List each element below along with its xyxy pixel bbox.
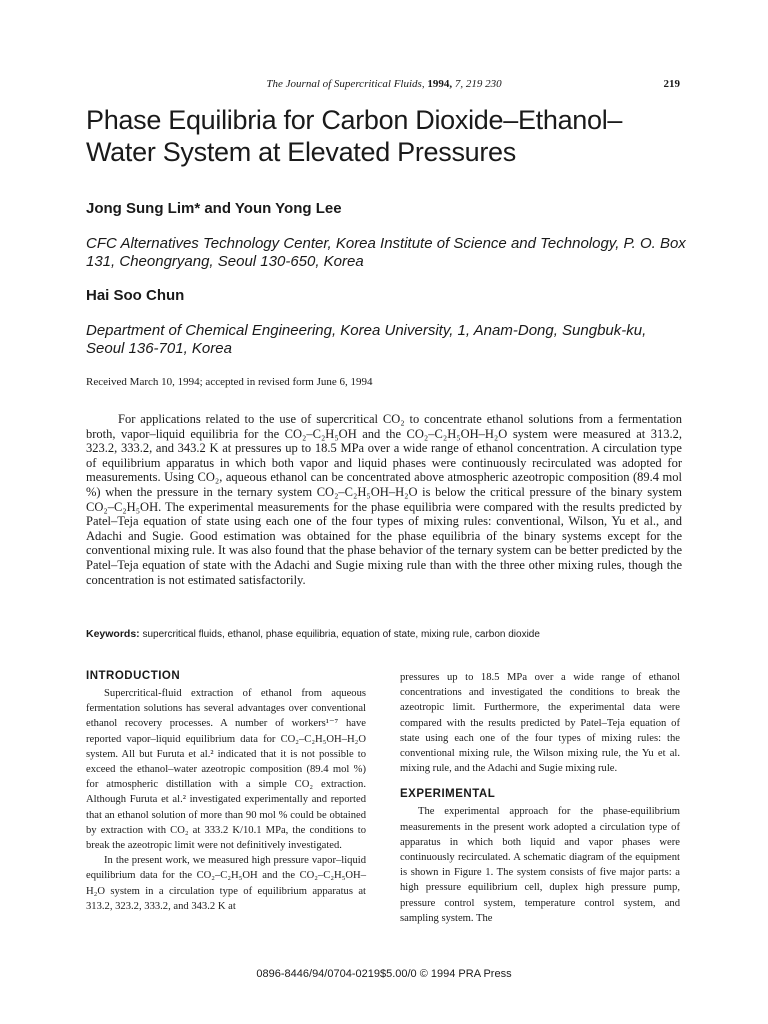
introduction-paragraph-1: Supercritical-fluid extraction of ethanol from aqueous fermentation solutions has several advantages over conventional ethanol recovery processes. A number of workers¹⁻⁷ have reported vapor–liquid equilibrium data for CO₂–C₂H₅OH–H₂O system. All but Furuta et al.² indicated that it is not possible to exceed the ethanol–water azeotropic composition (89.4 mol %) for atmospheric distillation with a simple CO₂ extraction. Although Furuta et al.² investigated experimentally and reported that an ethanol solution of more than 90 mol % could be obtained by extraction with CO₂ at 333.2 K/10.1 MPa, the conditions to break the azeotropic limit were not definitively investigated.	[86, 688, 366, 852]
keywords	[86, 628, 686, 640]
introduction-heading: INTRODUCTION	[86, 670, 181, 682]
section-gap	[400, 776, 680, 786]
journal-volume-pages: 7, 219 230	[454, 78, 502, 90]
journal-citation	[0, 78, 768, 90]
page-number: 219	[663, 78, 680, 90]
abstract: For applications related to the use of supercritical CO₂ to concentrate ethanol solutions from a fermentation broth, vapor–liquid equilibria for the CO₂–C₂H₅OH and the CO₂–C₂H₅OH–H₂O system were measured at 313.2, 323.2, 333.2, and 343.2 K at pressures up to 18.5 MPa over a wide range of ethanol concentration. A circulation type of equilibrium apparatus in which both vapor and liquid phases were continuously recirculated was adopted for measurements. Using CO₂, aqueous ethanol can be concentrated above atmospheric azeotropic composition (89.4 mol %) when the pressure in the ternary system CO₂–C₂H₅OH–H₂O is below the critical pressure of the binary system CO₂–C₂H₅OH. The experimental measurements for the phase equilibria were compared with the results predicted by Patel–Teja equation of state using each one of the four types of mixing rules: conventional, Wilson, Yu et al., and Adachi and Sugie. Good estimation was obtained for the phase equilibria of the binary systems except for the conventional mixing rule. It was also found that the phase behavior of the ternary system can be better predicted by the Patel–Teja equation of state with the Adachi and Sugie mixing rule than with the three other mixing rules, though the concentration is not estimated satisfactorily.	[86, 412, 682, 587]
journal-year: 1994,	[427, 78, 453, 90]
article-title: Phase Equilibria for Carbon Dioxide–Ethanol–Water System at Elevated Pressures	[86, 105, 623, 167]
copyright-footer: 0896-8446/94/0704-0219$5.00/0 © 1994 PRA Press	[256, 968, 512, 980]
affiliation-1: CFC Alternatives Technology Center, Korea Institute of Science and Technology, P. O. Box 131, Cheongryang, Seoul 130-650, Korea	[86, 235, 686, 270]
left-column	[86, 668, 366, 914]
right-column	[400, 670, 680, 926]
keywords-label: Keywords:	[86, 628, 140, 640]
journal-name: The Journal of Supercritical Fluids,	[266, 78, 425, 90]
introduction-paragraph-2: In the present work, we measured high pressure vapor–liquid equilibrium data for the CO₂–C₂H₅OH and the CO₂–C₂H₅OH–H₂O system in a circulation type of equilibrium apparatus at 313.2, 323.2, 333.2, and 343.2 K at	[86, 855, 366, 912]
authors-group-2: Hai Soo Chun	[86, 287, 185, 304]
experimental-paragraph-1: The experimental approach for the phase-equilibrium measurements in the present work adopted a circulation type of apparatus in which both liquid and vapor phases were continuously recirculated. A schematic diagram of the equipment is shown in Figure 1. The system consists of five major parts: a high pressure equilibrium cell, duplex high pressure pump, pressure control system, temperature control system, and sampling system. The	[400, 806, 680, 924]
keywords-list: supercritical fluids, ethanol, phase equilibria, equation of state, mixing rule, carbon dioxide	[142, 629, 540, 640]
introduction-continued: pressures up to 18.5 MPa over a wide range of ethanol concentrations and investigated the conditions to break the azeotropic limit. Furthermore, the experimental data were compared with the results predicted by Patel–Teja equation of state using each one of the four types of mixing rules: the conventional mixing rule, the Wilson mixing rule, the Yu et al. mixing rule, and the Adachi and Sugie mixing rule.	[400, 672, 680, 775]
authors-group-1: Jong Sung Lim* and Youn Yong Lee	[86, 200, 342, 217]
experimental-heading: EXPERIMENTAL	[400, 788, 496, 801]
received-dates: Received March 10, 1994; accepted in revised form June 6, 1994	[86, 376, 373, 388]
affiliation-2: Department of Chemical Engineering, Korea University, 1, Anam-Dong, Sungbuk-ku, Seoul 136-701, Korea	[86, 322, 647, 357]
journal-header	[0, 78, 768, 96]
